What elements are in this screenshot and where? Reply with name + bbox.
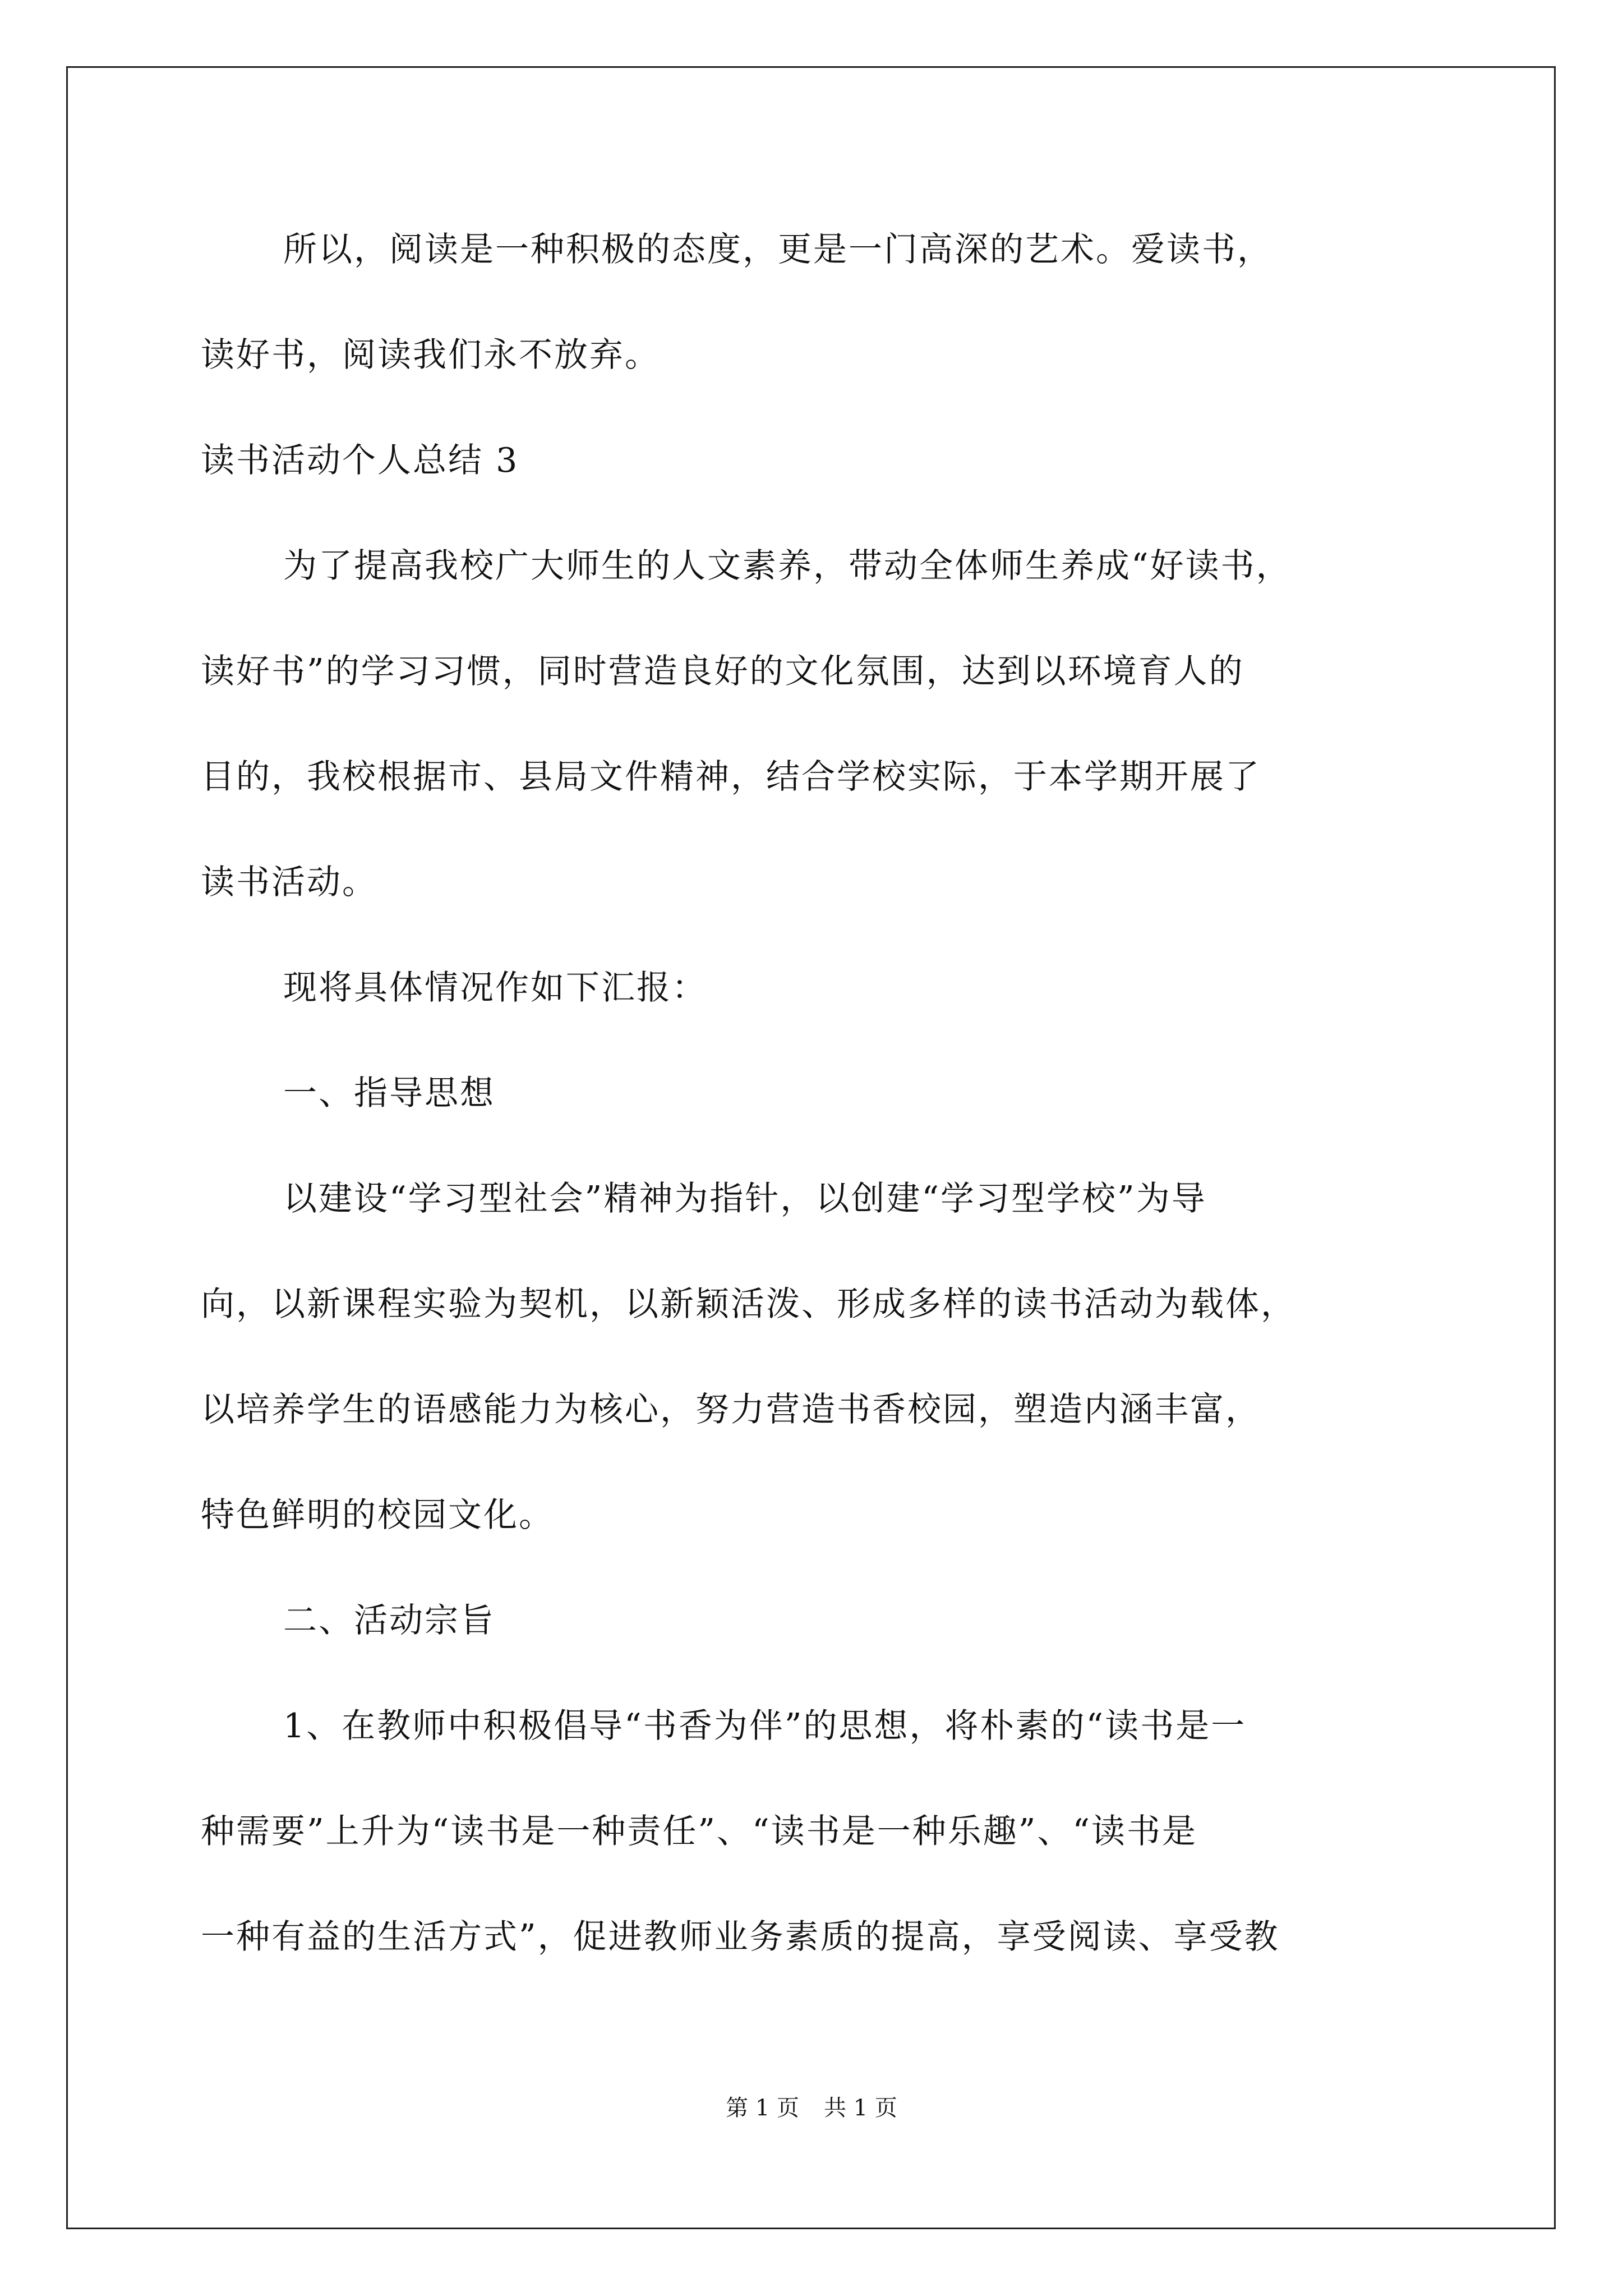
body-line: 所以，阅读是一种积极的态度，更是一门高深的艺术。爱读书，	[283, 230, 1272, 269]
body-line: 以建设“学习型社会”精神为指针，以创建“学习型学校”为导	[283, 1179, 1207, 1218]
body-line: 种需要”上升为“读书是一种责任”、“读书是一种乐趣”、“读书是	[201, 1812, 1198, 1851]
page-footer	[0, 2097, 1623, 2119]
body-line: 特色鲜明的校园文化。	[201, 1496, 554, 1535]
body-line: 为了提高我校广大师生的人文素养，带动全体师生养成“好读书，	[283, 546, 1292, 586]
body-line: 目的，我校根据市、县局文件精神，结合学校实际，于本学期开展了	[201, 757, 1261, 797]
page-total: 共 1 页	[824, 2095, 897, 2121]
body-line: 读好书”的学习习惯，同时营造良好的文化氛围，达到以环境育人的	[201, 652, 1244, 691]
page-border	[66, 66, 1556, 2229]
subheading: 一、指导思想	[283, 1074, 495, 1113]
body-line: 向，以新课程实验为契机，以新颖活泼、形成多样的读书活动为载体，	[201, 1285, 1296, 1324]
body-line: 1、在教师中积极倡导“书香为伴”的思想，将朴素的“读书是一	[283, 1706, 1247, 1746]
body-line: 读好书，阅读我们永不放弃。	[201, 335, 660, 375]
body-line: 一种有益的生活方式”，促进教师业务素质的提高，享受阅读、享受教	[201, 1917, 1280, 1957]
page-number: 第 1 页	[726, 2095, 799, 2121]
body-line: 读书活动。	[201, 863, 377, 902]
body-line: 现将具体情况作如下汇报：	[283, 968, 707, 1007]
body-line: 以培养学生的语感能力为核心，努力营造书香校园，塑造内涵丰富，	[201, 1390, 1261, 1429]
subheading: 二、活动宗旨	[283, 1601, 495, 1640]
section-heading: 读书活动个人总结 3	[201, 441, 519, 480]
